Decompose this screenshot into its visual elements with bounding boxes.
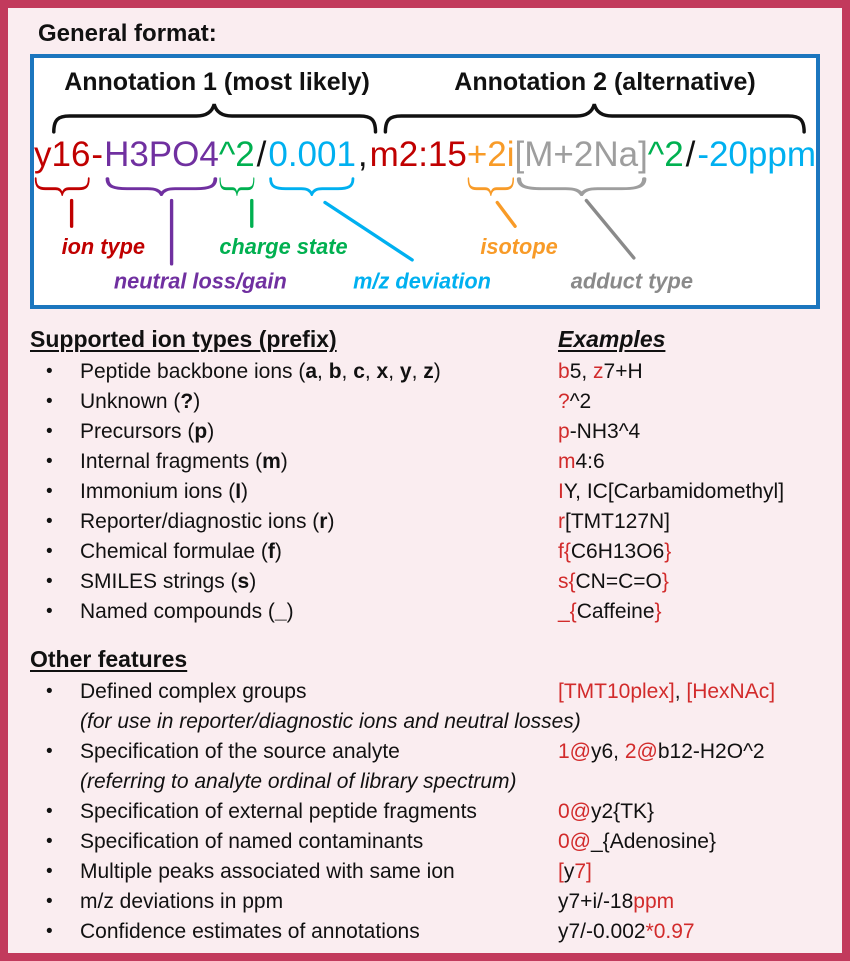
bullet: • [46, 481, 53, 502]
list-row-smiles [30, 567, 820, 597]
list-row-named-contaminants [30, 827, 820, 857]
annotation2-header: Annotation 2 (alternative) [454, 68, 756, 96]
row-label [80, 507, 558, 537]
text-part: ) [193, 390, 201, 413]
row-example [558, 597, 820, 627]
segment-text: - [91, 135, 104, 174]
text-part: a [305, 360, 318, 383]
text-part: b12-H2O^2 [657, 740, 765, 763]
text-part: z [423, 360, 434, 383]
text-part: y6, [591, 740, 625, 763]
text-part: ) [249, 570, 257, 593]
bullet: • [46, 541, 53, 562]
annotation-segment-ion-type [34, 135, 90, 196]
segment-text: / [256, 135, 267, 174]
section-ion-types [30, 323, 820, 627]
text-part: , [388, 360, 400, 383]
annotation-segment-charge-state [219, 135, 255, 196]
connector-adduct-type [586, 201, 634, 258]
list-row-external-fragments [30, 797, 820, 827]
text-part: SMILES strings ( [80, 570, 238, 593]
text-part: -NH3^4 [569, 420, 641, 443]
text-part: Unknown ( [80, 390, 181, 413]
text-part: _{ [558, 600, 577, 623]
text-part: I [558, 480, 564, 503]
list-row-immonium [30, 477, 820, 507]
annotation-string [34, 135, 816, 196]
bullet: • [46, 861, 53, 882]
text-part: Reporter/diagnostic ions ( [80, 510, 320, 533]
bullet: • [46, 891, 53, 912]
bullet: • [46, 391, 53, 412]
ion-types-title: Supported ion types (prefix) [30, 326, 337, 352]
segment-text: m2:15 [369, 135, 467, 174]
row-label [80, 477, 558, 507]
text-part: 4:6 [575, 450, 605, 473]
text-part: 2@ [624, 740, 658, 763]
text-part: 7+H [603, 360, 643, 383]
row-label [80, 447, 558, 477]
text-part: ) [327, 510, 335, 533]
annotation-headers [34, 68, 816, 100]
text-part: [ [558, 860, 564, 883]
text-part: y [399, 360, 412, 383]
text-part: b [558, 360, 570, 383]
under-brace-icon [104, 176, 219, 196]
text-part: , [364, 360, 377, 383]
bullet: • [46, 361, 53, 382]
label-mz-deviation: m/z deviation [353, 268, 491, 294]
text-part: ) [274, 540, 282, 563]
over-brace-annotation1-icon [54, 104, 376, 132]
row-example [558, 387, 820, 417]
text-part: m [262, 450, 281, 473]
row-example [558, 357, 820, 387]
other-features-heading-row [30, 643, 820, 675]
bullet: • [46, 571, 53, 592]
list-row-ppm-deviations [30, 887, 820, 917]
bullet: • [46, 831, 53, 852]
text-part: CN=C=O [575, 570, 662, 593]
text-part: Precursors ( [80, 420, 195, 443]
text-part: ppm [633, 890, 675, 913]
segment-text: ^2 [647, 135, 684, 174]
row-example [558, 797, 820, 827]
label-isotope: isotope [480, 233, 558, 259]
label-neutral-loss: neutral loss/gain [113, 268, 287, 294]
text-part: y [563, 860, 575, 883]
text-part: I [235, 480, 242, 503]
row-label [80, 357, 558, 387]
text-part: _ [274, 600, 287, 623]
text-part: y7/-0.002 [558, 920, 646, 943]
bullet: • [46, 801, 53, 822]
annotation-segment-isotope [467, 135, 515, 196]
row-label [80, 537, 558, 567]
annotation-segment-neutral-loss [104, 135, 219, 196]
list-row-reporter [30, 507, 820, 537]
text-part: y2{TK} [591, 800, 655, 823]
general-format-diagram [30, 54, 820, 309]
text-part: x [376, 360, 389, 383]
bullet: • [46, 921, 53, 942]
list-row-complex-groups [30, 677, 820, 707]
text-part: r [319, 510, 328, 533]
other-features-title: Other features [30, 646, 188, 672]
row-example [558, 827, 820, 857]
row-example [558, 887, 820, 917]
annotation-segment-ppm-deviation [697, 135, 816, 196]
segment-text: 0.001 [268, 135, 356, 174]
text-part: 7] [574, 860, 592, 883]
text-part: m [558, 450, 576, 473]
segment-text: [M+2Na] [514, 135, 648, 174]
text-part: ^2 [569, 390, 592, 413]
under-brace-icon [219, 176, 255, 196]
text-part: s [237, 570, 250, 593]
annotation-segment-dash [90, 135, 104, 196]
text-part: 0@ [558, 800, 591, 823]
text-part: [TMT10plex] [558, 680, 675, 703]
list-row-peptide-backbone [30, 357, 820, 387]
text-part: } [664, 540, 672, 563]
ion-types-heading-row [30, 323, 820, 355]
note-row-complex-groups [30, 707, 820, 737]
text-part: y7+i/-18 [558, 890, 634, 913]
row-example [558, 677, 820, 707]
text-part: [TMT127N] [565, 510, 671, 533]
text-part: s{ [558, 570, 576, 593]
text-part: ? [180, 390, 194, 413]
annotation-segment-ion-type2 [370, 135, 467, 196]
text-part: 1@ [558, 740, 591, 763]
annotation-segment-charge-state2 [648, 135, 684, 196]
text-part: b [328, 360, 342, 383]
text-part: } [654, 600, 662, 623]
segment-text: y16 [34, 135, 91, 174]
text-part: f [267, 540, 275, 563]
row-example [558, 537, 820, 567]
text-part: , [341, 360, 354, 383]
diagram-labels [34, 196, 816, 303]
annotation-segment-mz-deviation [268, 135, 356, 196]
text-part: , [317, 360, 329, 383]
row-label: Multiple peaks associated with same ion [80, 860, 455, 883]
list-row-source-analyte [30, 737, 820, 767]
row-label [80, 417, 558, 447]
label-adduct-type: adduct type [570, 268, 693, 294]
general-format-title: General format: [38, 20, 217, 47]
row-example [558, 567, 820, 597]
text-part: c [353, 360, 365, 383]
row-example [558, 737, 820, 767]
under-brace-icon [34, 176, 90, 196]
row-example [558, 477, 820, 507]
segment-text: ^2 [218, 135, 255, 174]
examples-title: Examples [558, 326, 666, 352]
text-part: Y, IC[Carbamidomethyl] [563, 480, 785, 503]
text-part: r [558, 510, 565, 533]
text-part: [HexNAc] [686, 680, 776, 703]
bullet: • [46, 601, 53, 622]
text-part: Peptide backbone ions ( [80, 360, 306, 383]
row-label [80, 387, 558, 417]
list-row-named-compounds [30, 597, 820, 627]
under-brace-icon [467, 176, 515, 196]
text-part: 5, [569, 360, 594, 383]
list-row-internal-fragments [30, 447, 820, 477]
list-row-multiple-peaks [30, 857, 820, 887]
annotation-segment-comma [356, 135, 370, 196]
text-part: C6H13O6 [570, 540, 665, 563]
list-row-precursors [30, 417, 820, 447]
over-brace-annotation2-icon [385, 104, 804, 132]
text-part: Chemical formulae ( [80, 540, 268, 563]
row-label: Specification of the source analyte [80, 740, 400, 763]
bullet: • [46, 681, 53, 702]
text-part: } [661, 570, 669, 593]
text-part: f{ [558, 540, 571, 563]
text-part: Immonium ions ( [80, 480, 236, 503]
text-part: *0.97 [645, 920, 695, 943]
text-part: 0@ [558, 830, 591, 853]
row-example [558, 417, 820, 447]
text-part: Named compounds ( [80, 600, 275, 623]
row-label [80, 597, 558, 627]
row-example [558, 857, 820, 887]
label-charge-state: charge state [219, 233, 348, 259]
row-example [558, 447, 820, 477]
row-example [558, 917, 820, 947]
annotation-segment-slash2 [684, 135, 698, 196]
annotation-segment-slash1 [255, 135, 269, 196]
text-part: ) [286, 600, 294, 623]
annotation-segment-adduct [515, 135, 648, 196]
bullet: • [46, 741, 53, 762]
row-example [558, 507, 820, 537]
bullet: • [46, 451, 53, 472]
row-label: Defined complex groups [80, 680, 307, 703]
segment-text: +2i [466, 135, 515, 174]
list-row-chemical-formulae [30, 537, 820, 567]
text-part: ) [207, 420, 215, 443]
list-row-unknown [30, 387, 820, 417]
row-label: Confidence estimates of annotations [80, 920, 420, 943]
segment-text: -20ppm [697, 135, 816, 174]
text-part: p [194, 420, 208, 443]
segment-text: / [685, 135, 696, 174]
text-part: ) [433, 360, 441, 383]
label-ion-type: ion type [61, 233, 146, 259]
text-part: ? [558, 390, 570, 413]
connector-isotope [497, 202, 515, 226]
bullet: • [46, 421, 53, 442]
text-part: _{Adenosine} [591, 830, 716, 853]
row-label: m/z deviations in ppm [80, 890, 284, 913]
text-part: ) [280, 450, 288, 473]
text-part: Internal fragments ( [80, 450, 263, 473]
text-part: , [411, 360, 424, 383]
note-row-source-analyte [30, 767, 820, 797]
row-note: (referring to analyte ordinal of library spectrum) [80, 770, 517, 793]
text-part: , [674, 680, 687, 703]
list-row-confidence [30, 917, 820, 947]
segment-text: , [357, 135, 368, 174]
text-part: z [593, 360, 604, 383]
annotation1-header: Annotation 1 (most likely) [64, 68, 370, 96]
row-label: Specification of external peptide fragments [80, 800, 477, 823]
over-braces [34, 100, 816, 134]
text-part: Caffeine [576, 600, 655, 623]
under-brace-icon [515, 176, 648, 196]
section-other-features [30, 643, 820, 947]
row-note: (for use in reporter/diagnostic ions and neutral losses) [80, 710, 581, 733]
under-brace-icon [268, 176, 356, 196]
text-part: ) [241, 480, 249, 503]
row-label: Specification of named contaminants [80, 830, 424, 853]
text-part: p [558, 420, 570, 443]
bullet: • [46, 511, 53, 532]
segment-text: H3PO4 [104, 135, 219, 174]
row-label [80, 567, 558, 597]
